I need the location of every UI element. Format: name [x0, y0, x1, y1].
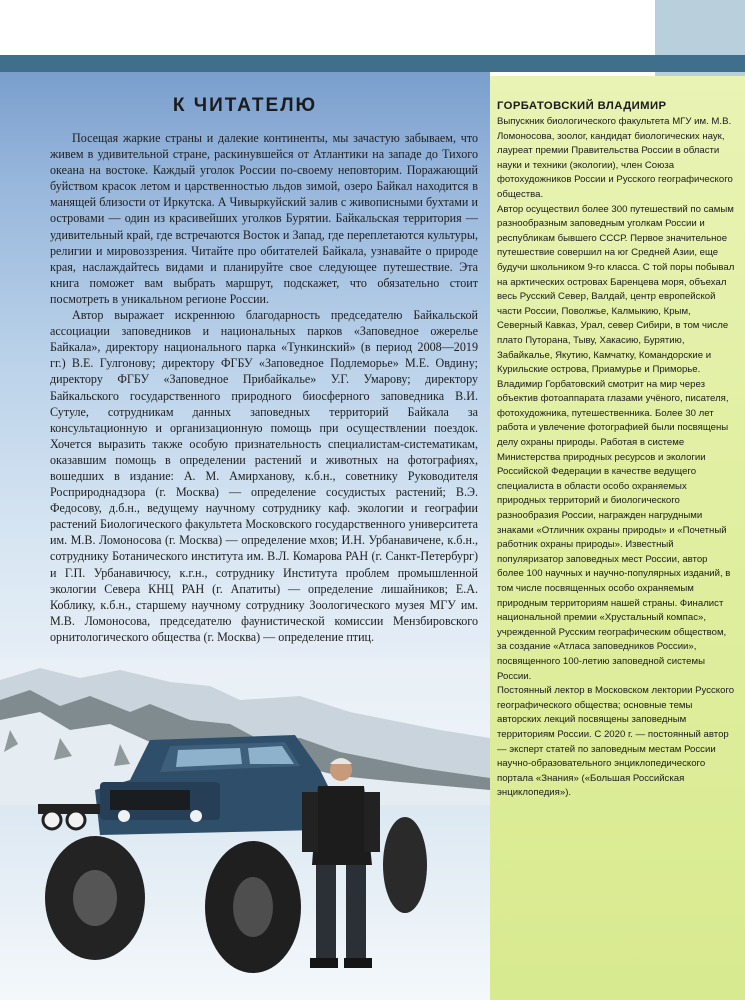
- preface-paragraph: Автор выражает искреннюю благодарность председателю Байкальской ассоциации заповедников и национальных парков «Заповедное ожерелье Байкала», директору национального парка «Тункинский» (в период 2008—2019 гг.) В.Е. Гулгонову; директору ФГБУ «Заповедное Подлеморье» М.Е. Овдину; директору ФГБУ «Заповедное Прибайкалье» У.Г. Умарову; директору Байкальского государственного природного биосферного заповедника В.И. Сутуле, сотрудникам данных заповедных территорий Байкала за консультационную и организационную помощь при осуществлении поездок. Хочется выразить также особую признательность специалистам-систематикам, оказавшим помощь в определении растений и животных на фотографиях, вошедших в издание: А. М. Амирханову, к.б.н., советнику Руководителя Росприроднадзора (г. Москва) — определение сосудистых растений; В.Э. Федосову, д.б.н., ведущему научному сотруднику каф. экологии и географии растений Биологического факультета Московского государственного университета им. М.В. Ломоносова (г. Москва) — определение мхов; И.Н. Урбанавичене, к.б.н., сотруднику Ботанического института им. В.Л. Комарова РАН (г. Санкт-Петербург) и Г.П. Урбанавичюсу, к.г.н., сотруднику Института проблем промышленной экологии Севера КНЦ РАН (г. Апатиты) — определение лишайников; Е.А. Коблику, к.б.н., старшему научному сотруднику Зоологического музея МГУ им. М.В. Ломоносова, председателю фаунистической комиссии Мензбировского орнитологического общества (г. Москва) — определение птиц.: [50, 308, 478, 644]
- author-bio-paragraph: Владимир Горбатовский смотрит на мир через объектив фотоаппарата глазами учёного, писателя, фотохудожника, путешественника. Более 30 лет работа и увлечение фотографией были посвящены делу охраны природы. Работая в системе Министерства природных ресурсов и экологии Российской Федерации в качестве ведущего специалиста в области особо охраняемых природных территорий и биологического разнообразия России, награжден нагрудными знаками «Отличник охраны природы» и «Почетный работник охраны природы». Известный популяризатор заповедных мест России, автор более 100 научных и научно-популярных изданий, в том числе посвященных особо охраняемым природным территориям нашей страны. Финалист национальной премии «Хрустальный компас», учрежденной Русским географическим обществом, за создание «Атласа заповедников России», посвященного 100-летию заповедной системы России.: [497, 378, 731, 682]
- author-name: ГОРБАТОВСКИЙ ВЛАДИМИР: [497, 100, 667, 112]
- header-bar: [0, 55, 745, 72]
- author-bio-paragraph: Постоянный лектор в Московском лектории Русского географического общества; основные темы авторских лекций посвящены заповедным территориям России. С 2020 г. — постоянный автор — эксперт статей по заповедным местам России научно-образовательного энциклопедического портала «Знания» («Большая Российская энциклопедия»).: [497, 685, 735, 799]
- author-sidebar: [497, 100, 737, 801]
- preface-paragraph: Посещая жаркие страны и далекие континенты, мы зачастую забываем, что живем в удивительной стране, раскинувшейся от Атлантики на западе до Тихого океана на востоке. Каждый уголок России по-своему неповторим. Поражающий буйством красок летом и царственностью льдов зимой, озеро Байкал находится в манящей близости от Иркутска. А Чивыркуйский залив с живописными бухтами и островами — один из красивейших уголков Бурятии. Байкальская территория — удивительный край, где встречаются Восток и Запад, где переплетаются культуры, религии и мировоззрения. Читайте про обитателей Байкала, узнавайте о природе края, наслаждайтесь видами и планируйте свое следующее путешествие. Эта книга поможет вам выбрать маршрут, подскажет, что обязательно стоит посмотреть в уникальном регионе России.: [50, 131, 478, 306]
- top-margin: [0, 0, 745, 55]
- page-title: К ЧИТАТЕЛЮ: [172, 95, 318, 116]
- author-vehicle-photo: [0, 660, 490, 1000]
- author-bio: [497, 115, 737, 801]
- preface-text: [50, 130, 478, 645]
- header-accent-block: [655, 0, 745, 55]
- author-bio-paragraph: Выпускник биологического факультета МГУ им. М.В. Ломоносова, зоолог, кандидат биологических наук, лауреат премии Правительства России в области науки и техники (экологии), член Союза фотохудожников России и Русского географического общества.: [497, 116, 733, 200]
- author-bio-paragraph: Автор осуществил более 300 путешествий по самым разнообразным заповедным уголкам России и республикам бывшего СССР. Первое значительное путешествие совершил на юг Средней Азии, еще будучи школьником 9-го класса. С той поры побывал на арктических островах Баренцева моря, объехал весь Русский Север, Валдай, центр европейской части России, Поволжье, Калмыкию, Крым, Северный Кавказ, Урал, север Сибири, в том числе плато Путорана, Тыву, Хакасию, Бурятию, Забайкалье, Якутию, Камчатку, Командорские и Курильские острова, Приамурье и Приморье.: [497, 203, 735, 376]
